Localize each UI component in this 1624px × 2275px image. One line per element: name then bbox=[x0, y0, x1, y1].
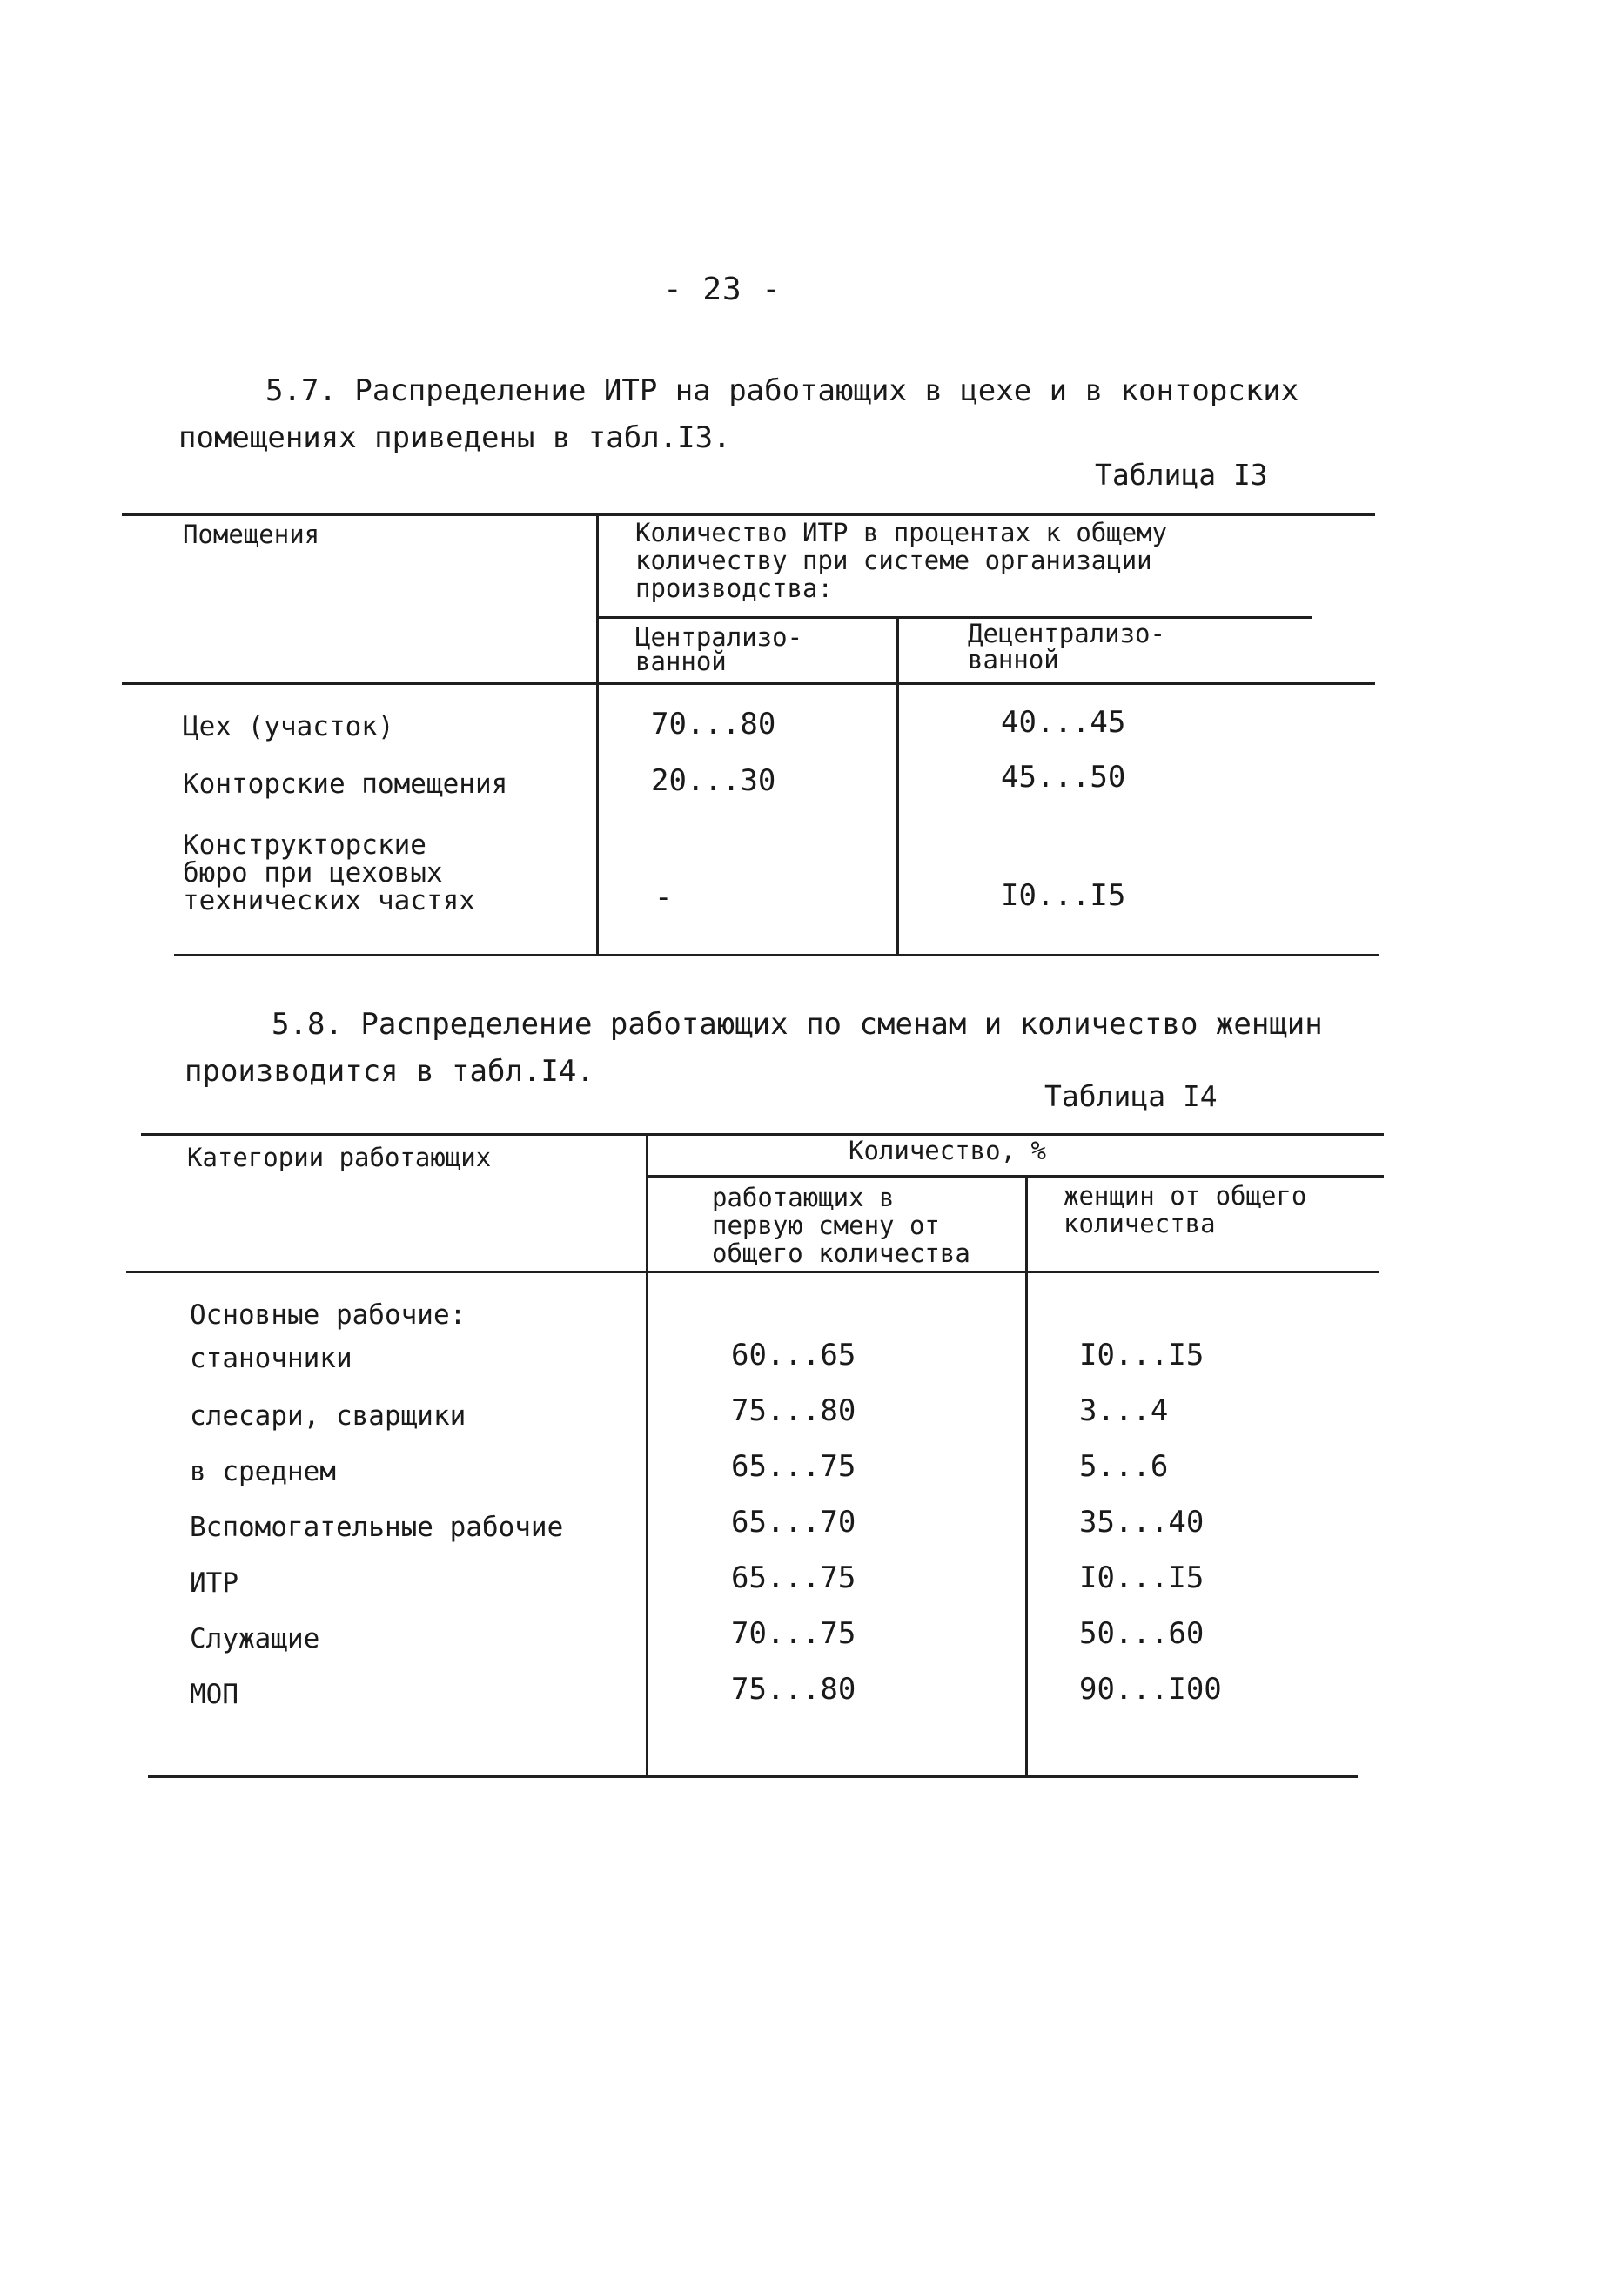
table-14-row-auxiliary-workers-name: Вспомогательные рабочие bbox=[190, 1512, 564, 1543]
table-13-subheader-rule bbox=[599, 616, 1312, 619]
table-14-header-quantity-percent: Количество, % bbox=[849, 1136, 1046, 1165]
table-14-header-women-line-1: женщин от общего bbox=[1064, 1181, 1307, 1211]
table-13-row-workshop-name: Цех (участок) bbox=[183, 711, 394, 742]
table-14-column-divider-1 bbox=[646, 1135, 648, 1775]
table-14-subheader-rule bbox=[646, 1175, 1384, 1178]
table-13-header-decentralized-line-2: ванной bbox=[968, 645, 1059, 674]
table-13-header-bottom-rule bbox=[122, 682, 1375, 685]
table-14-row-engineers-name: ИТР bbox=[190, 1567, 238, 1599]
table-14-section-main-workers: Основные рабочие: bbox=[190, 1299, 466, 1331]
table-13-row-workshop-decentralized: 40...45 bbox=[1001, 705, 1126, 740]
table-14-row-engineers-first-shift: 65...75 bbox=[731, 1560, 856, 1595]
table-13-row-design-bureau-decentralized: I0...I5 bbox=[1001, 878, 1126, 913]
table-14-row-machine-operators-first-shift: 60...65 bbox=[731, 1338, 856, 1372]
table-13-row-design-bureau-centralized: - bbox=[654, 880, 673, 915]
table-14-row-fitters-welders-first-shift: 75...80 bbox=[731, 1393, 856, 1428]
table-14-row-engineers-women: I0...I5 bbox=[1079, 1560, 1205, 1595]
table-13-row-design-bureau-name-line-2: бюро при цеховых bbox=[183, 857, 443, 889]
table-14-row-average-name: в среднем bbox=[190, 1456, 336, 1487]
table-13-top-rule bbox=[122, 513, 1375, 516]
table-14-row-average-first-shift: 65...75 bbox=[731, 1449, 856, 1484]
table-13-header-centralized-line-1: Централизо- bbox=[635, 622, 803, 652]
table-13-bottom-rule bbox=[174, 954, 1379, 956]
table-13-header-decentralized-line-1: Децентрализо- bbox=[968, 619, 1165, 648]
paragraph-5-7-line-2: помещениях приведены в табл.I3. bbox=[178, 420, 731, 455]
table-14-row-machine-operators-women: I0...I5 bbox=[1079, 1338, 1205, 1372]
table-13-row-design-bureau-name-line-3: технических частях bbox=[183, 885, 475, 916]
table-14-header-first-shift-line-2: первую смену от bbox=[712, 1211, 940, 1240]
table-13-caption: Таблица I3 bbox=[1095, 458, 1268, 492]
table-14-row-auxiliary-workers-women: 35...40 bbox=[1079, 1505, 1205, 1540]
table-13-row-office-centralized: 20...30 bbox=[651, 763, 776, 798]
table-14-top-rule bbox=[141, 1133, 1384, 1136]
table-14-column-divider-2 bbox=[1025, 1177, 1028, 1775]
table-14-row-service-staff-women: 90...I00 bbox=[1079, 1672, 1222, 1707]
table-14-header-first-shift-line-1: работающих в bbox=[712, 1183, 895, 1212]
table-14-row-fitters-welders-name: слесари, сварщики bbox=[190, 1400, 466, 1432]
table-13-row-workshop-centralized: 70...80 bbox=[651, 707, 776, 742]
page-number: - 23 - bbox=[662, 272, 782, 307]
table-14-row-auxiliary-workers-first-shift: 65...70 bbox=[731, 1505, 856, 1540]
paragraph-5-8-line-1: 5.8. Распределение работающих по сменам и количество женщин bbox=[272, 1007, 1323, 1042]
table-14-row-fitters-welders-women: 3...4 bbox=[1079, 1393, 1169, 1428]
table-13-column-divider-1 bbox=[596, 515, 599, 954]
table-14-caption: Таблица I4 bbox=[1044, 1079, 1218, 1113]
table-14-row-employees-name: Служащие bbox=[190, 1623, 320, 1654]
paragraph-5-8-line-2: производится в табл.I4. bbox=[185, 1054, 594, 1089]
table-14-row-service-staff-name: МОП bbox=[190, 1679, 238, 1710]
table-14-bottom-rule bbox=[148, 1775, 1358, 1778]
table-14-row-service-staff-first-shift: 75...80 bbox=[731, 1672, 856, 1707]
table-14-header-categories: Категории работающих bbox=[187, 1143, 492, 1172]
table-13-header-rooms: Помещения bbox=[183, 520, 320, 549]
table-14-row-average-women: 5...6 bbox=[1079, 1449, 1169, 1484]
table-13-row-office-name: Конторские помещения bbox=[183, 768, 508, 800]
table-13-column-divider-2 bbox=[896, 618, 899, 954]
table-14-row-machine-operators-name: станочники bbox=[190, 1343, 352, 1374]
table-14-header-first-shift-line-3: общего количества bbox=[712, 1238, 970, 1268]
table-13-header-group-line-3: производства: bbox=[635, 574, 833, 603]
table-13-header-group-line-1: Количество ИТР в процентах к общему bbox=[635, 518, 1168, 547]
table-13-row-design-bureau-name-line-1: Конструкторские bbox=[183, 829, 426, 861]
table-14-row-employees-first-shift: 70...75 bbox=[731, 1616, 856, 1651]
table-14-row-employees-women: 50...60 bbox=[1079, 1616, 1205, 1651]
table-14-header-women-line-2: количества bbox=[1064, 1209, 1216, 1238]
table-14-header-bottom-rule bbox=[126, 1271, 1379, 1273]
table-13-header-centralized-line-2: ванной bbox=[635, 647, 727, 676]
paragraph-5-7-line-1: 5.7. Распределение ИТР на работающих в цехе и в конторских bbox=[265, 373, 1299, 408]
table-13-row-office-decentralized: 45...50 bbox=[1001, 760, 1126, 795]
table-13-header-group-line-2: количеству при системе организации bbox=[635, 546, 1152, 575]
